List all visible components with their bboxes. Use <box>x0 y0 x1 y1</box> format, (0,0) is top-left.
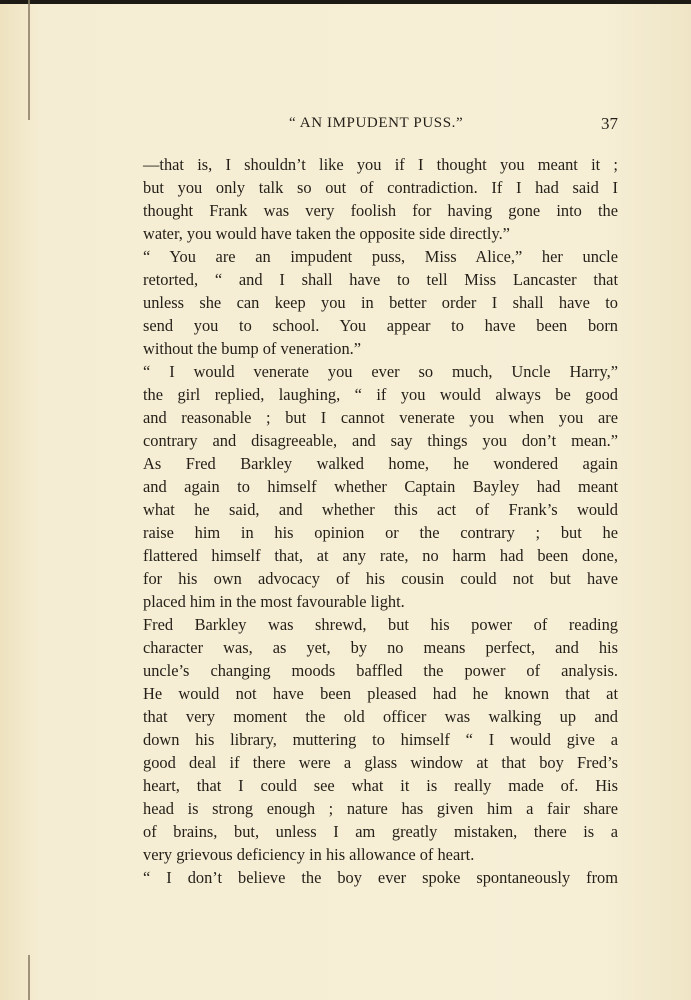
text-line: raise him in his opinion or the contrary ; but he <box>143 523 618 542</box>
text-line: down his library, muttering to himself “ I would give a <box>143 730 618 749</box>
running-header <box>143 115 618 137</box>
text-line: water, you would have taken the opposite side directly.” <box>143 224 510 243</box>
text-line: that very moment the old officer was walking up and <box>143 707 618 726</box>
text-line: but you only talk so out of contradiction. If I had said I <box>143 178 618 197</box>
text-line: what he said, and whether this act of Frank’s would <box>143 500 618 519</box>
text-line: without the bump of veneration.” <box>143 339 362 358</box>
text-line: unless she can keep you in better order I shall have to <box>143 293 618 312</box>
text-line: “ You are an impudent puss, Miss Alice,” her uncle <box>143 247 618 266</box>
text-line: good deal if there were a glass window at that boy Fred’s <box>143 753 618 772</box>
running-title: “ AN IMPUDENT PUSS.” <box>289 115 464 131</box>
text-line: character was, as yet, by no means perfect, and his <box>143 638 618 657</box>
text-line: placed him in the most favourable light. <box>143 592 405 611</box>
text-line: Fred Barkley was shrewd, but his power of reading <box>143 615 618 634</box>
page-binding-edge <box>28 0 30 120</box>
text-line: “ I would venerate you ever so much, Uncle Harry,” <box>143 362 618 381</box>
text-line: head is strong enough ; nature has given him a fair share <box>143 799 618 818</box>
text-line: and reasonable ; but I cannot venerate you when you are <box>143 408 618 427</box>
text-line: thought Frank was very foolish for having gone into the <box>143 201 618 220</box>
text-line: send you to school. You appear to have been born <box>143 316 618 335</box>
text-line: —that is, I shouldn’t like you if I thought you meant it ; <box>143 155 618 174</box>
page-binding-edge-lower <box>28 955 30 1000</box>
body-text <box>143 153 618 889</box>
text-line: and again to himself whether Captain Bayley had meant <box>143 477 618 496</box>
text-line: uncle’s changing moods baffled the power of analysis. <box>143 661 618 680</box>
text-line: contrary and disagreeable, and say things you don’t mean.” <box>143 431 618 450</box>
text-line: retorted, “ and I shall have to tell Miss Lancaster that <box>143 270 618 289</box>
page-number: 37 <box>601 114 618 133</box>
text-line: very grievous deficiency in his allowance of heart. <box>143 845 475 864</box>
text-line: “ I don’t believe the boy ever spoke spontaneously from <box>143 868 618 887</box>
text-line: the girl replied, laughing, “ if you would always be good <box>143 385 618 404</box>
page-top-edge <box>0 0 691 4</box>
text-line: He would not have been pleased had he known that at <box>143 684 618 703</box>
text-line: flattered himself that, at any rate, no harm had been done, <box>143 546 618 565</box>
text-line: As Fred Barkley walked home, he wondered again <box>143 454 618 473</box>
text-line: for his own advocacy of his cousin could not but have <box>143 569 618 588</box>
text-line: heart, that I could see what it is really made of. His <box>143 776 618 795</box>
text-line: of brains, but, unless I am greatly mistaken, there is a <box>143 822 618 841</box>
